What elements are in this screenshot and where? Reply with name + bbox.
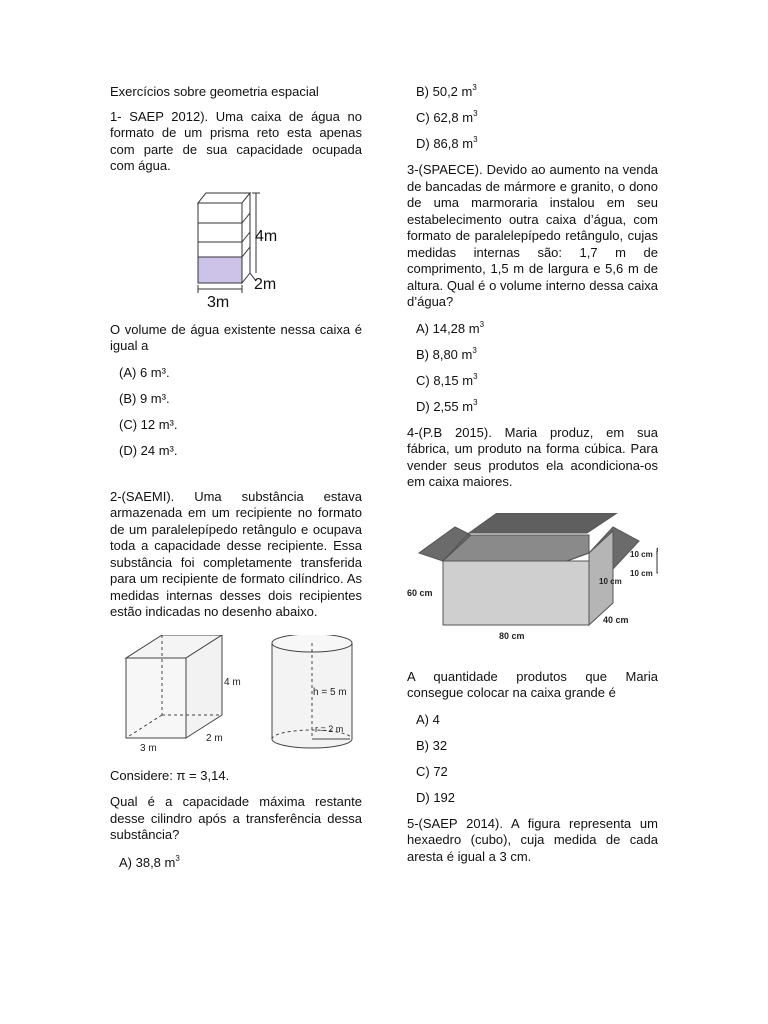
q1-option-c[interactable]: (C) 12 m³.: [119, 416, 178, 432]
q2-option-b[interactable]: B) 50,2 $m^3$: [416, 83, 477, 99]
q2-box-height: 4 m: [224, 676, 241, 688]
q2-consider: Considere: π = 3,14.: [110, 767, 230, 783]
q2-cylinder-height: h = 5 m: [313, 686, 347, 698]
q2-option-a[interactable]: A) 38,8 $m^3$: [119, 853, 180, 870]
q4-cube-label-c: 10 cm: [599, 576, 622, 586]
q1-text: 1- SAEP 2012). Uma caixa de água no formato de um prisma reto esta apenas com parte de sua capacidade ocupada com água.: [110, 108, 362, 173]
q5-text: 5-(SAEP 2014). A figura representa um hexaedro (cubo), cuja medida de cada aresta é igual a 3 cm.: [407, 815, 658, 864]
q1-question: O volume de água existente nessa caixa é igual a: [110, 321, 362, 353]
document-title: Exercícios sobre geometria espacial: [110, 84, 319, 99]
q3-option-d[interactable]: D) 2,55 $m^3$: [416, 397, 478, 414]
q4-cube-label-b: 10 cm: [630, 568, 653, 578]
q2-box-depth: 2 m: [206, 732, 223, 744]
q4-option-c[interactable]: C) 72: [416, 763, 448, 779]
q1-label-3m: 3m: [207, 293, 230, 311]
left-column: [110, 84, 362, 871]
q2-option-d[interactable]: D) 86,8 $m^3$: [416, 135, 478, 151]
q3-option-c[interactable]: C) 8,15 $m^3$: [416, 371, 478, 388]
q3-option-b[interactable]: B) 8,80 $m^3$: [416, 345, 477, 362]
q2-box-width: 3 m: [140, 742, 157, 754]
q2-cylinder-radius: r = 2 m: [315, 723, 344, 734]
q2-question: Qual é a capacidade máxima restante desse cilindro após a transferência dessa substância?: [110, 794, 362, 842]
q2-text: 2-(SAEMI). Uma substância estava armazenada em um recipiente no formato de um paralelepípedo retângulo e ocupava toda a capacidade desse recipiente. Essa substância foi completamente transferida para um recipiente de formato cilíndrico. As medidas internas desses dois recipientes estão indicadas no desenho abaixo.: [110, 488, 362, 619]
q4-boxes-figure: [407, 513, 658, 663]
q3-text: 3-(SPAECE). Devido ao aumento na venda de bancadas de mármore e granito, o dono de uma marmoraria instalou em seu estabelecimento outra caixa d’água, com formato de paralelepípedo retângulo, cujas medidas internas são: 1,7 m de comprimento, 1,5 m de largura e 5,6 m de altura. Qual é o volume interno dessa caixa d’água?: [407, 162, 658, 309]
q2-containers-figure: [110, 635, 362, 763]
q4-option-b[interactable]: B) 32: [416, 737, 448, 753]
q4-option-d[interactable]: D) 192: [416, 789, 456, 805]
q1-label-2m: 2m: [254, 275, 277, 293]
q2-option-c[interactable]: C) 62,8 $m^3$: [416, 109, 478, 125]
q4-option-a[interactable]: A) 4: [416, 711, 440, 727]
right-column: [407, 84, 658, 865]
q1-option-a[interactable]: (A) 6 m³.: [119, 364, 170, 380]
q1-prism-figure: [110, 181, 362, 321]
q4-text: 4-(P.B 2015). Maria produz, em sua fábrica, um produto na forma cúbica. Para vender seus produtos ela acondiciona-os em caixa maiores.: [407, 424, 658, 489]
q1-label-4m: 4m: [255, 227, 278, 245]
q3-option-a[interactable]: A) 14,28 $m^3$: [416, 319, 485, 336]
q4-question: A quantidade produtos que Maria consegue colocar na caixa grande é: [407, 668, 658, 700]
q1-option-b[interactable]: (B) 9 m³.: [119, 390, 170, 406]
q4-box-depth: 40 cm: [603, 614, 629, 625]
q1-option-d[interactable]: (D) 24 m³.: [119, 442, 178, 458]
q4-box-height: 60 cm: [407, 587, 433, 598]
q4-cube-label-a: 10 cm: [630, 549, 653, 559]
q4-box-width: 80 cm: [499, 630, 525, 641]
